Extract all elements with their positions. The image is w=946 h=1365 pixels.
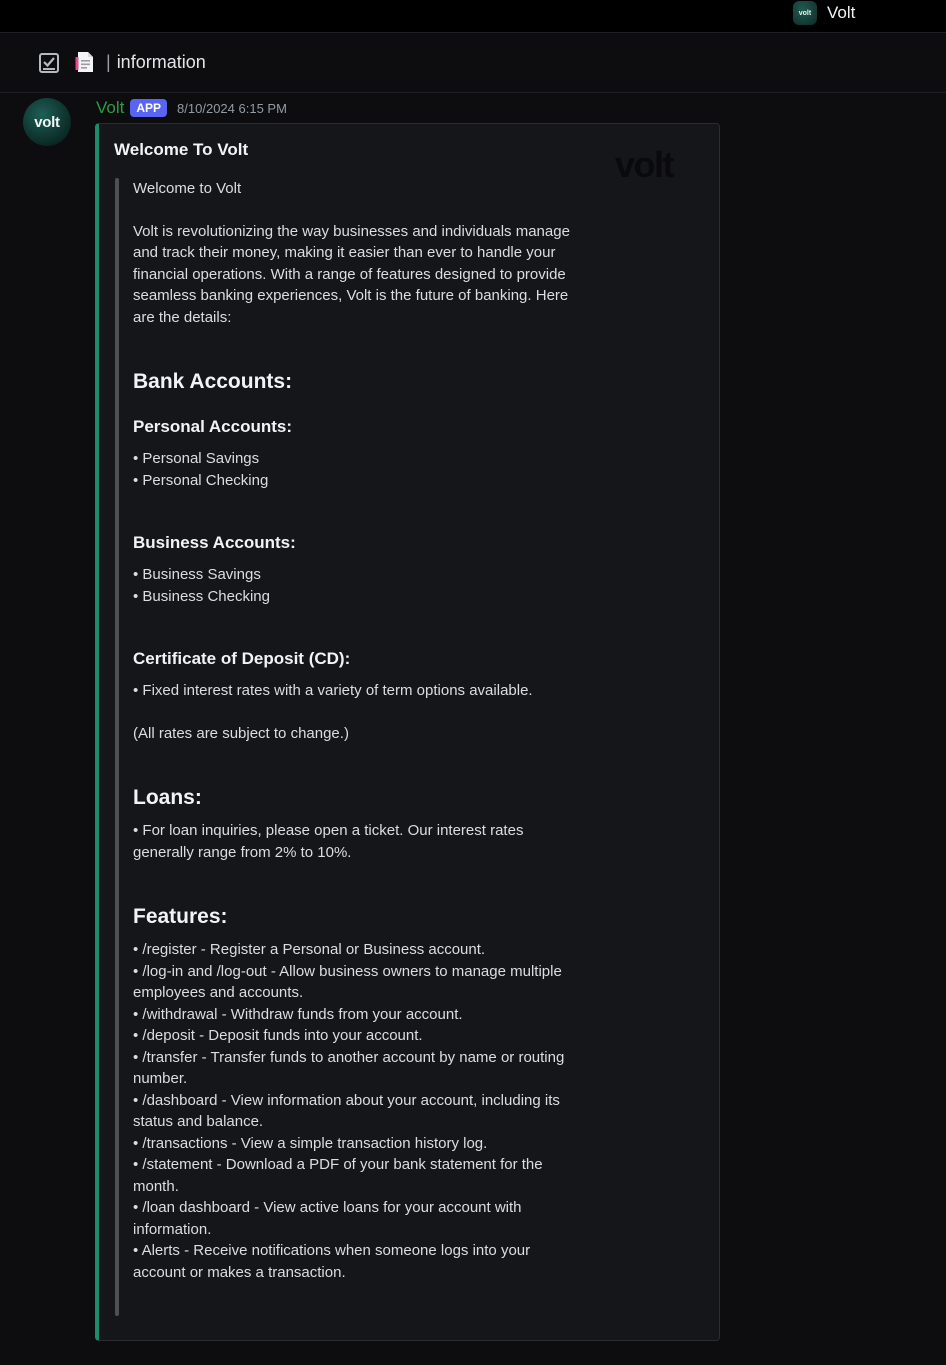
- list-item: • /dashboard - View information about your account, including its status and balance.: [133, 1091, 560, 1130]
- list-item: • Alerts - Receive notifications when someone logs into your account or makes a transaction.: [133, 1242, 531, 1281]
- list-item: • /statement - Download a PDF of your bank statement for the month.: [133, 1156, 543, 1195]
- list-item: • For loan inquiries, please open a ticket. Our interest rates generally range from 2% to 10%.: [133, 822, 524, 861]
- list-item: • Personal Savings: [133, 450, 260, 467]
- document-icon: [75, 51, 95, 73]
- channel-name: | information: [106, 52, 206, 72]
- list-item: • /register - Register a Personal or Business account.: [133, 941, 486, 958]
- intro-body: Volt is revolutionizing the way businesses and individuals manage and track their money, making it easier than ever to handle your financial operations. With a range of features designed to provide seamless banking experiences, Volt is the future of banking. Here are the details:: [133, 222, 570, 326]
- server-name: Volt: [827, 3, 856, 22]
- list-item: • Fixed interest rates with a variety of term options available.: [133, 682, 533, 699]
- list-item: • /transfer - Transfer funds to another account by name or routing number.: [133, 1048, 565, 1087]
- bank-accounts-heading: Bank Accounts:: [133, 370, 293, 393]
- channel-separator: |: [106, 52, 111, 72]
- list-item: • /withdrawal - Withdraw funds from your account.: [133, 1005, 463, 1023]
- cd-note: (All rates are subject to change.): [133, 724, 349, 742]
- business-accounts-heading: Business Accounts:: [133, 533, 296, 552]
- loans-heading: Loans:: [133, 786, 202, 809]
- checklist-icon[interactable]: [39, 53, 59, 73]
- embed-card: [95, 123, 720, 1341]
- server-icon: volt: [793, 1, 817, 25]
- app-badge: APP: [130, 99, 167, 117]
- blockquote-bar: [115, 178, 119, 1316]
- embed-thumbnail-logo[interactable]: volt: [615, 144, 674, 185]
- list-item: • /deposit - Deposit funds into your account.: [133, 1027, 423, 1044]
- embed-description: [133, 178, 583, 1283]
- message-header: [96, 97, 287, 119]
- embed-title: Welcome To Volt: [114, 140, 249, 159]
- avatar[interactable]: volt: [23, 98, 71, 146]
- intro-title: Welcome to Volt: [133, 180, 242, 197]
- list-item: • Business Checking: [133, 587, 270, 605]
- top-bar: [0, 0, 946, 33]
- list-item: • /transactions - View a simple transaction history log.: [133, 1134, 488, 1152]
- personal-accounts-heading: Personal Accounts:: [133, 417, 293, 436]
- server-header[interactable]: [793, 1, 855, 25]
- list-item: • /log-in and /log-out - Allow business owners to manage multiple employees and accounts.: [133, 962, 562, 1001]
- list-item: • Personal Checking: [133, 471, 269, 489]
- features-heading: Features:: [133, 905, 228, 928]
- message-timestamp: 8/10/2024 6:15 PM: [177, 100, 287, 116]
- author-name[interactable]: Volt: [96, 98, 125, 117]
- cd-heading: Certificate of Deposit (CD):: [133, 649, 351, 668]
- channel-header: [0, 33, 946, 93]
- list-item: • /loan dashboard - View active loans for your account with information.: [133, 1199, 522, 1238]
- list-item: • Business Savings: [133, 566, 261, 583]
